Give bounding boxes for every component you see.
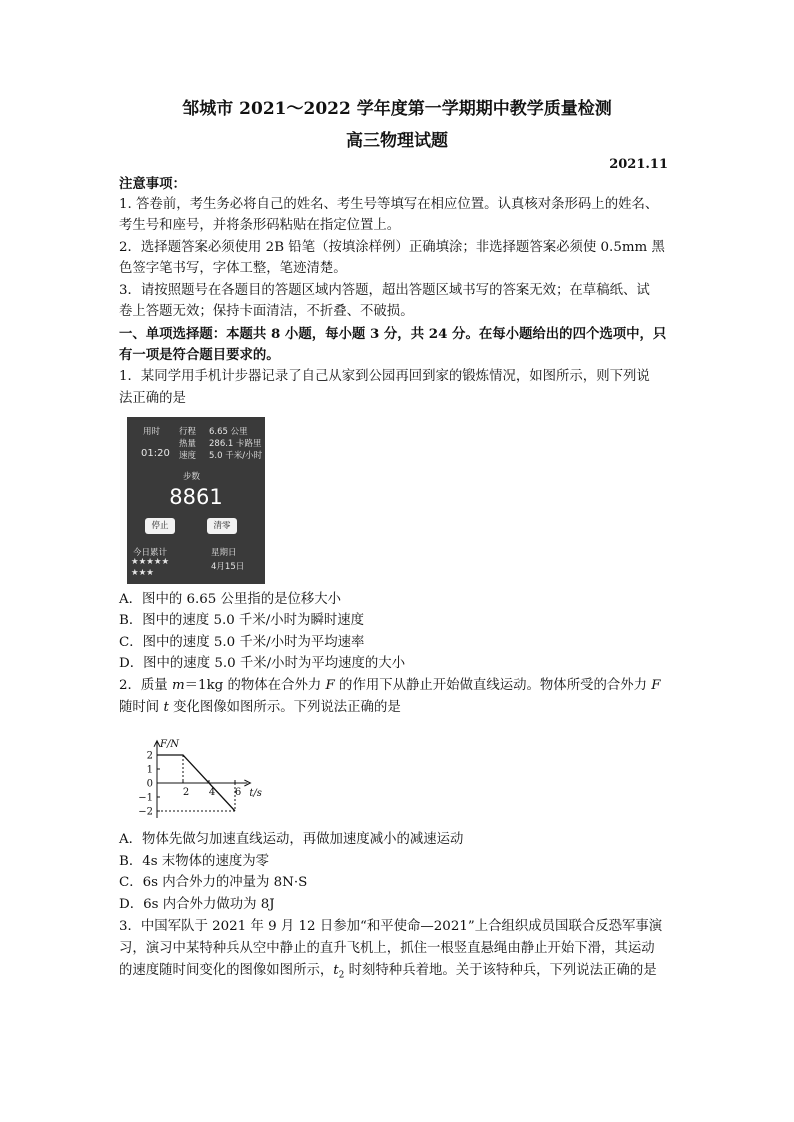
notice-line: 1. 答卷前，考生务必将自己的姓名、考生号等填写在相应位置。认真核对条形码上的姓名、 <box>119 197 659 212</box>
x-tick-label: 4 <box>208 787 216 798</box>
notice-line: 色签字笔书写，字体工整，笔迹清楚。 <box>119 261 347 276</box>
section-heading: 一、单项选择题：本题共 8 小题，每小题 3 分，共 24 分。在每小题给出的四个选项中，只 <box>119 326 667 342</box>
q3-stem-cont: 习，演习中某特种兵从空中静止的直升飞机上，抓住一根竖直悬绳由静止开始下滑，其运动 <box>119 941 655 956</box>
x-tick-label: 6 <box>234 787 242 798</box>
pedo-steps: 8861 <box>169 485 223 509</box>
exam-title: 邹城市 2021～2022 学年度第一学期期中教学质量检测 <box>182 99 612 119</box>
q1-option-b: B．图中的速度 5.0 千米/小时为瞬时速度 <box>119 613 365 628</box>
notice-heading: 注意事项： <box>119 176 186 192</box>
pedo-calories: 286.1 卡路里 <box>209 439 262 449</box>
pedo-stop-button: 停止 <box>145 518 175 534</box>
graph-ticks <box>138 751 241 818</box>
notice-line: 卷上答题无效；保持卡面清洁，不折叠、不破损。 <box>119 304 414 319</box>
q2-option-d: D．6s 内合外力做功为 8J <box>119 897 275 912</box>
pedo-calories-label: 热量 <box>179 439 197 449</box>
pedo-speed: 5.0 千米/小时 <box>209 451 263 461</box>
pedo-steps-label: 步数 <box>183 472 201 482</box>
pedo-speed-label: 速度 <box>179 451 197 461</box>
q1-stem-cont: 法正确的是 <box>119 391 186 406</box>
pedo-time-label: 用时 <box>143 427 161 437</box>
q2-stem: 2．质量 m＝1kg 的物体在合外力 F 的作用下从静止开始做直线运动。物体所受的合外力 F <box>119 678 661 693</box>
y-axis-label: F/N <box>160 738 180 750</box>
pedometer-figure <box>127 417 265 584</box>
x-tick-label: 2 <box>182 787 190 798</box>
pedo-time: 01:20 <box>141 448 170 459</box>
x-axis-label: t/s <box>249 788 262 799</box>
pedo-distance: 6.65 公里 <box>209 427 248 437</box>
pedo-distance-label: 行程 <box>179 427 197 437</box>
q1-option-d: D．图中的速度 5.0 千米/小时为平均速度的大小 <box>119 656 406 671</box>
q1-stem: 1．某同学用手机计步器记录了自己从家到公园再回到家的锻炼情况，如图所示，则下列说 <box>119 369 650 384</box>
section-heading-cont: 有一项是符合题目要求的。 <box>119 347 280 363</box>
pedo-stars: ★★★★★ <box>131 557 170 567</box>
q2-option-c: C．6s 内合外力的冲量为 8N·S <box>119 875 308 890</box>
graph-axes <box>154 739 262 818</box>
y-tick-label: 0 <box>146 778 153 790</box>
notice-line: 2．选择题答案必须使用 2B 铅笔（按填涂样例）正确填涂；非选择题答案必须使 0.5mm 黑 <box>119 240 665 255</box>
q2-option-a: A．物体先做匀加速直线运动，再做加速度减小的减速运动 <box>119 832 464 847</box>
exam-date: 2021.11 <box>609 157 668 172</box>
y-tick-label: −2 <box>138 806 153 818</box>
pedo-weekday: 星期日 <box>211 548 237 558</box>
y-tick-label: 2 <box>146 750 153 762</box>
notice-line: 3．请按照题号在各题目的答题区域内答题，超出答题区域书写的答案无效；在草稿纸、试 <box>119 283 650 298</box>
q2-stem-cont: 随时间 t 变化图像如图所示。下列说法正确的是 <box>119 700 401 715</box>
y-tick-label: −1 <box>138 792 153 804</box>
q3-stem: 3．中国军队于 2021 年 9 月 12 日参加“和平使命—2021”上合组织成员国联合反恐军事演 <box>119 919 663 934</box>
notice-line: 考生号和座号，并将条形码粘贴在指定位置上。 <box>119 218 401 233</box>
q2-option-b: B．4s 末物体的速度为零 <box>119 854 270 869</box>
q1-option-c: C．图中的速度 5.0 千米/小时为平均速率 <box>119 635 365 650</box>
force-time-graph <box>135 728 275 823</box>
pedo-clear-button: 清零 <box>207 518 237 534</box>
pedo-date: 4月15日 <box>211 562 245 572</box>
exam-subtitle: 高三物理试题 <box>346 131 448 151</box>
pedo-stars: ★★★ <box>131 568 154 578</box>
y-tick-label: 1 <box>146 764 153 776</box>
pedo-today-label: 今日累计 <box>133 548 168 558</box>
q3-stem-cont: 的速度随时间变化的图像如图所示，$t_2$ 时刻特种兵着地。关于该特种兵，下列说法正确的是 <box>119 963 657 981</box>
q1-option-a: A．图中的 6.65 公里指的是位移大小 <box>119 592 342 607</box>
